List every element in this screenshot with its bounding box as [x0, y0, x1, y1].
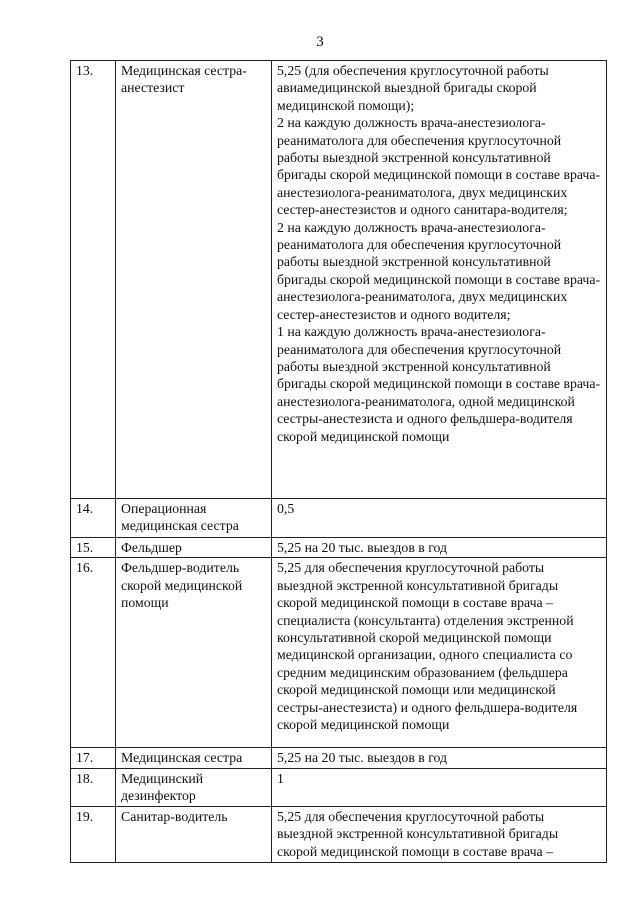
- norm-line: 2 на каждую должность врача-анестезиолога-реаниматолога для обеспечения круглосуточной работы выездной экстренной консультативной бригады скорой медицинской помощи в составе врача-анестезиолога-реаниматолога, двух медицинских сестер-анестезистов и одного водителя;: [277, 219, 601, 322]
- row-number: 19.: [71, 806, 116, 862]
- norm-line: 1 на каждую должность врача-анестезиолога-реаниматолога для обеспечения круглосуточной работы выездной экстренной консультативной бригады скорой медицинской помощи в составе врача-анестезиолога-реаниматолога, одной медицинской сестры-анестезиста и одного фельдшера-водителя скорой медицинской помощи: [277, 324, 601, 444]
- norm-line: 5,25 на 20 тыс. выездов в год: [277, 750, 448, 766]
- row-number: 18.: [71, 768, 116, 806]
- position-name: Фельдшер: [116, 538, 272, 558]
- position-name: Медицинский дезинфектор: [116, 768, 272, 806]
- row-number: 16.: [71, 558, 116, 748]
- staff-norm: [272, 558, 607, 748]
- position-name: Операционная медицинская сестра: [116, 499, 272, 538]
- norm-line: 2 на каждую должность врача-анестезиолога-реаниматолога для обеспечения круглосуточной работы выездной экстренной консультативной бригады скорой медицинской помощи в составе врача-анестезиолога-реаниматолога, двух медицинских сестер-анестезистов и одного санитара-водителя;: [277, 115, 601, 218]
- table-row: [71, 768, 607, 806]
- table-row: [71, 538, 607, 558]
- staff-norm: [272, 748, 607, 768]
- table-row: [71, 499, 607, 538]
- norm-line: 1: [277, 770, 284, 786]
- table-row: [71, 61, 607, 499]
- row-number: 15.: [71, 538, 116, 558]
- row-number: 13.: [71, 61, 116, 499]
- staff-norm: [272, 499, 607, 538]
- table-row: [71, 748, 607, 768]
- table-row: [71, 558, 607, 748]
- table-row: [71, 806, 607, 862]
- position-name: Санитар-водитель: [116, 806, 272, 862]
- row-number: 14.: [71, 499, 116, 538]
- norm-line: 0,5: [277, 501, 295, 516]
- staff-norm: [272, 538, 607, 558]
- table-body: [71, 61, 607, 863]
- staff-norm: [272, 768, 607, 806]
- position-name: Медицинская сестра-анестезист: [116, 61, 272, 499]
- row-number: 17.: [71, 748, 116, 768]
- staff-norms-table: [70, 60, 607, 863]
- norm-line: 5,25 (для обеспечения круглосуточной работы авиамедицинской выездной бригады скорой медицинской помощи);: [277, 63, 549, 113]
- staff-norm: [272, 61, 607, 499]
- page-number: 3: [316, 34, 324, 50]
- position-name: Фельдшер-водитель скорой медицинской помощи: [116, 558, 272, 748]
- norm-line: 5,25 на 20 тыс. выездов в год: [277, 540, 448, 555]
- position-name: Медицинская сестра: [116, 748, 272, 768]
- staff-norm: [272, 806, 607, 862]
- norm-line: 5,25 для обеспечения круглосуточной работы выездной экстренной консультативной бригады скорой медицинской помощи в составе врача –: [277, 808, 559, 859]
- norm-line: 5,25 для обеспечения круглосуточной работы выездной экстренной консультативной бригады скорой медицинской помощи в составе врача – специалиста (консультанта) отделения экстренной консультативной скорой медицинской помощи медицинской организации, одного специалиста со средним медицинским образованием (фельдшера скорой медицинской помощи или медицинской сестры-анестезиста) и одного фельдшера-водителя скорой медицинской помощи: [277, 560, 578, 733]
